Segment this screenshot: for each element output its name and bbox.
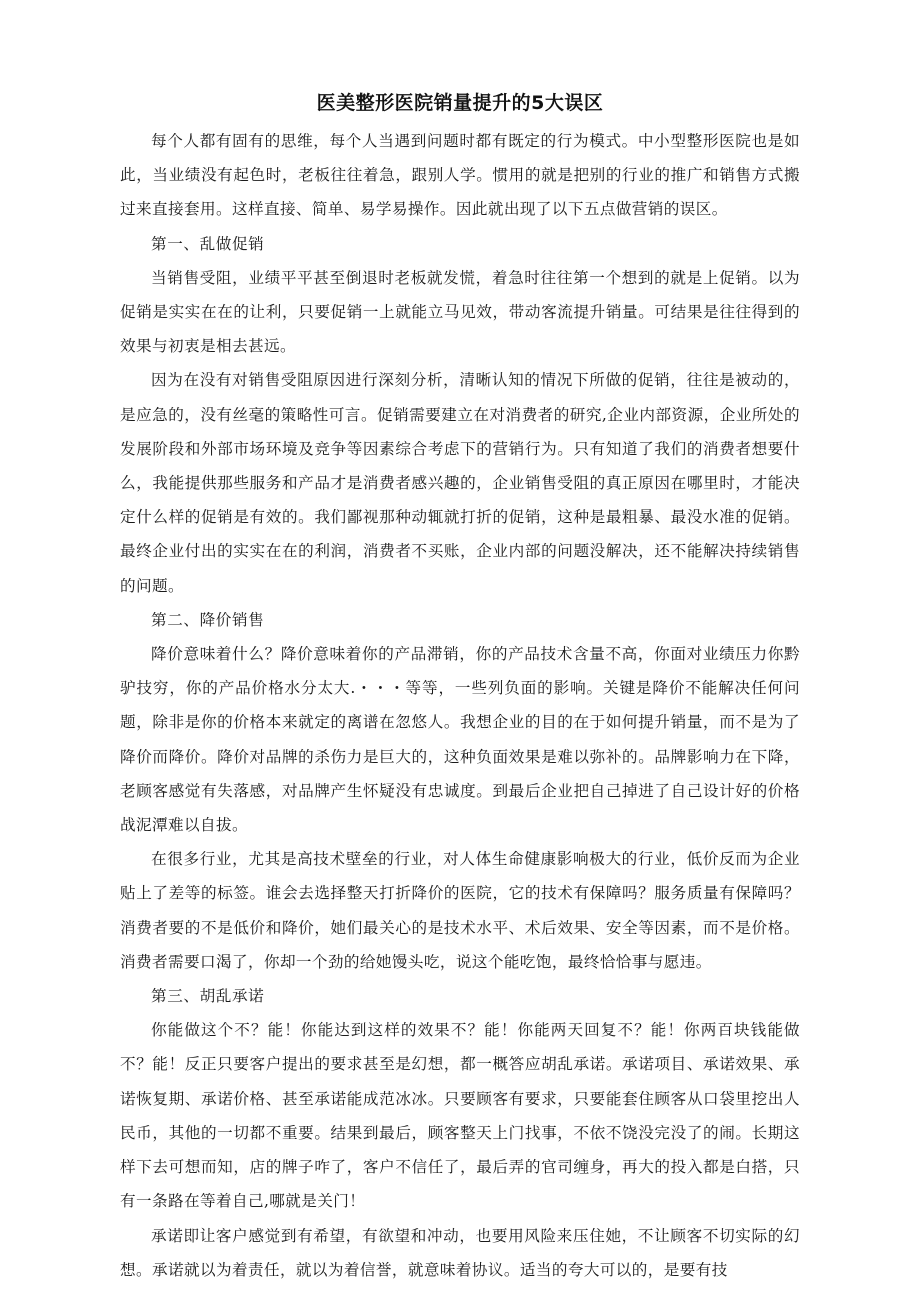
section-1-paragraph-2: 因为在没有对销售受阻原因进行深刻分析，清晰认知的情况下所做的促销，往往是被动的，是应急的，没有丝毫的策略性可言。促销需要建立在对消费者的研究,企业内部资源，企业所处的发展阶段和外部市场环境及竞争等因素综合考虑下的营销行为。只有知道了我们的消费者想要什么，我能提供那些服务和产品才是消费者感兴趣的，企业销售受阻的真正原因在哪里时，才能决定什么样的促销是有效的。我们鄙视那种动辄就打折的促销，这种是最粗暴、最没水准的促销。最终企业付出的实实在在的利润，消费者不买账，企业内部的问题没解决，还不能解决持续销售的问题。 [120, 371, 800, 595]
section-2-paragraph-2: 在很多行业，尤其是高技术壁垒的行业，对人体生命健康影响极大的行业，低价反而为企业贴上了差等的标签。谁会去选择整天打折降价的医院，它的技术有保障吗？服务质量有保障吗？消费者要的不是低价和降价，她们最关心的是技术水平、术后效果、安全等因素，而不是价格。消费者需要口渴了，你却一个劲的给她馒头吃，说这个能吃饱，最终恰恰事与愿违。 [120, 850, 800, 971]
section-1-paragraph-1: 当销售受阻，业绩平平甚至倒退时老板就发慌，着急时往往第一个想到的就是上促销。以为促销是实实在在的让利，只要促销一上就能立马见效，带动客流提升销量。可结果是往往得到的效果与初衷是相去甚远。 [120, 268, 800, 356]
section-3-paragraph-1: 你能做这个不？能！你能达到这样的效果不？能！你能两天回复不？能！你两百块钱能做不？能！反正只要客户提出的要求甚至是幻想，都一概答应胡乱承诺。承诺项目、承诺效果、承诺恢复期、承诺价格、甚至承诺能成范冰冰。只要顾客有要求，只要能套住顾客从口袋里挖出人民币，其他的一切都不重要。结果到最后，顾客整天上门找事，不依不饶没完没了的闹。长期这样下去可想而知，店的牌子咋了，客户不信任了，最后弄的官司缠身，再大的投入都是白搭，只有一条路在等着自己,哪就是关门！ [120, 1021, 800, 1211]
intro-paragraph: 每个人都有固有的思维，每个人当遇到问题时都有既定的行为模式。中小型整形医院也是如此，当业绩没有起色时，老板往往着急，跟别人学。惯用的就是把别的行业的推广和销售方式搬过来直接套用。这样直接、简单、易学易操作。因此就出现了以下五点做营销的误区。 [120, 132, 800, 219]
document-body [120, 124, 800, 1287]
section-2-paragraph-1: 降价意味着什么？降价意味着你的产品滞销，你的产品技术含量不高，你面对业绩压力你黔驴技穷，你的产品价格水分太大.・・・等等，一些列负面的影响。关键是降价不能解决任何问题，除非是你的价格本来就定的离谱在忽悠人。我想企业的目的在于如何提升销量，而不是为了降价而降价。降价对品牌的杀伤力是巨大的，这种负面效果是难以弥补的。品牌影响力在下降，老顾客感觉有失落感，对品牌产生怀疑没有忠诚度。到最后企业把自己掉进了自己设计好的价格战泥潭难以自拔。 [120, 645, 800, 835]
section-3-paragraph-2: 承诺即让客户感觉到有希望，有欲望和冲动，也要用风险来压住她，不让顾客不切实际的幻想。承诺就以为着责任，就以为着信誉，就意味着协议。适当的夸大可以的，是要有技 [120, 1226, 800, 1279]
section-heading-1: 第一、乱做促销 [151, 234, 265, 253]
section-heading-2: 第二、降价销售 [151, 610, 265, 629]
section-heading-3: 第三、胡乱承诺 [151, 987, 265, 1006]
document-title: 医美整形医院销量提升的5大误区 [316, 92, 604, 114]
